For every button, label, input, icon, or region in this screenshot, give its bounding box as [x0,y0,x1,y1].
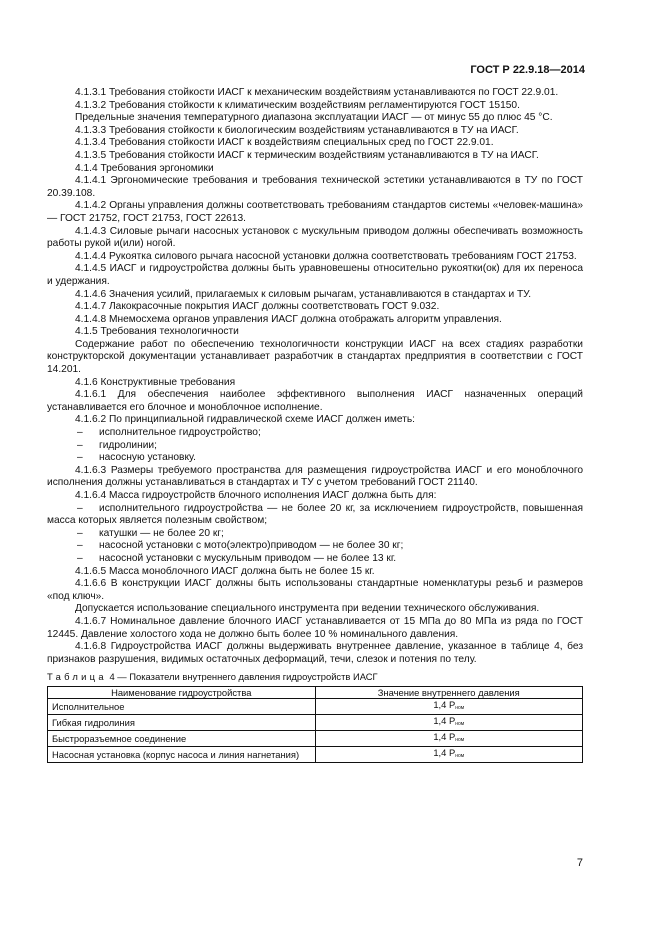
cell-device-name: Насосная установка (корпус насоса и линия нагнетания) [48,746,316,762]
paragraph: 4.1.6.7 Номинальное давление блочного ИАСГ устанавливается от 15 МПа до 80 МПа из ряда по ГОСТ 12445. Давление холостого хода не должно быть более 10 % номинального давления. [47,615,583,640]
pressure-subscript: ном [455,704,465,711]
section-heading: 4.1.6 Конструктивные требования [75,376,236,388]
paragraph: 4.1.6.3 Размеры требуемого пространства для размещения гидроустройства ИАСГ и его моноблочного исполнения должны устанавливаться в стандартах и ТУ с учетом требований ГОСТ 21140. [47,464,583,489]
paragraph: 4.1.4.2 Органы управления должны соответствовать требованиям стандартов системы «человек-машина» — ГОСТ 21752, ГОСТ 21753, ГОСТ 22613. [47,200,583,224]
pressure-value: 1,4 P [433,746,456,758]
paragraph: 4.1.6.2 По принципиальной гидравлической схеме ИАСГ должен иметь: [75,414,416,426]
document-code: ГОСТ Р 22.9.18—2014 [470,64,585,76]
column-header-value: Значение внутреннего давления [315,686,583,698]
page-number: 7 [576,857,583,869]
table-caption-label: Таблица [47,671,107,683]
paragraph: 4.1.6.8 Гидроустройства ИАСГ должны выдерживать внутреннее давление, указанное в таблице 4, без признаков разрушения, видимых остаточных деформаций, течи, слезок и потения по телу. [47,641,583,665]
paragraph: 4.1.3.3 Требования стойкости к биологическим воздействиям устанавливаются в ТУ на ИАСГ. [75,124,519,136]
table-header-row [48,686,583,698]
table-row [48,730,583,746]
paragraph: 4.1.4.5 ИАСГ и гидроустройства должны быть уравновешены относительно рукоятки(ок) для их переноса и удержания. [47,263,583,287]
paragraph: Предельные значения температурного диапазона эксплуатации ИАСГ — от минус 55 до плюс 45 °С. [75,112,553,124]
table-caption [47,671,583,684]
list-item: – насосной установки с мото(электро)приводом — не более 30 кг; [47,540,583,553]
table-row [48,746,583,762]
cell-pressure-value [315,730,583,746]
paragraph: Содержание работ по обеспечению технологичности конструкции ИАСГ на всех стадиях разработки конструкторской документации устанавливает разработчик в стандартах предприятия в соответствии с ГОСТ 14.201. [47,338,583,376]
list-item: – исполнительное гидроустройство; [47,427,583,440]
cell-device-name: Быстроразъемное соединение [48,730,316,746]
pressure-table [47,686,583,763]
cell-device-name: Исполнительное [48,698,316,714]
list-item: – насосную установку. [47,452,583,465]
cell-pressure-value [315,698,583,714]
paragraph: 4.1.4.7 Лакокрасочные покрытия ИАСГ должны соответствовать ГОСТ 9.032. [75,301,440,313]
table-caption-number: 4 [109,671,115,683]
paragraph: 4.1.4.4 Рукоятка силового рычага насосной установки должна соответствовать требованиям ГОСТ 21753. [75,250,577,262]
list-item: – катушки — не более 20 кг; [47,528,583,541]
section-heading: 4.1.4 Требования эргономики [75,162,214,174]
pressure-value: 1,4 P [433,714,456,726]
paragraph: 4.1.6.5 Масса моноблочного ИАСГ должна быть не более 15 кг. [75,565,375,577]
section-heading: 4.1.5 Требования технологичности [75,326,239,338]
cell-pressure-value [315,714,583,730]
page-body [47,87,583,763]
list-item: – исполнительного гидроустройства — не более 20 кг, за исключением гидроустройств, повышенная масса которых является полезным свойством; [47,503,583,528]
paragraph: 4.1.4.1 Эргономические требования и требования технической эстетики устанавливаются в ТУ по ГОСТ 20.39.108. [47,175,583,199]
list-item: – насосной установки с мускульным приводом — не более 13 кг. [47,553,583,566]
paragraph: 4.1.3.1 Требования стойкости ИАСГ к механическим воздействиям устанавливаются по ГОСТ 22.9.01. [75,87,559,98]
paragraph: 4.1.6.4 Масса гидроустройств блочного исполнения ИАСГ должна быть для: [75,490,437,501]
pressure-value: 1,4 P [433,698,456,710]
table-row [48,714,583,730]
paragraph: 4.1.3.4 Требования стойкости ИАСГ к воздействиям специальных сред по ГОСТ 22.9.01. [75,137,494,149]
paragraph: 4.1.4.6 Значения усилий, прилагаемых к силовым рычагам, устанавливаются в стандартах и ТУ. [75,288,532,300]
pressure-subscript: ном [455,736,465,743]
paragraph: 4.1.4.3 Силовые рычаги насосных установок с мускульным приводом должны обеспечивать возможность работы рукой и(или) ногой. [47,225,583,250]
pressure-subscript: ном [455,752,465,759]
table-row [48,698,583,714]
cell-device-name: Гибкая гидролиния [48,714,316,730]
paragraph: 4.1.4.8 Мнемосхема органов управления ИАСГ должна отображать алгоритм управления. [75,313,502,325]
pressure-subscript: ном [455,720,465,727]
paragraph: 4.1.6.6 В конструкции ИАСГ должны быть использованы стандартные номенклатуры резьб и размеров «под ключ». [47,578,583,602]
paragraph: 4.1.6.1 Для обеспечения наиболее эффективного выполнения ИАСГ назначенных операций устанавливается его блочное и моноблочное исполнение. [47,389,583,413]
column-header-name: Наименование гидроустройства [48,686,316,698]
cell-pressure-value [315,746,583,762]
paragraph: Допускается использование специального инструмента при ведении технического обслуживания. [75,603,540,615]
paragraph: 4.1.3.5 Требования стойкости ИАСГ к термическим воздействиям устанавливаются в ТУ на ИАСГ. [75,149,539,161]
table-caption-text: — Показатели внутреннего давления гидроустройств ИАСГ [117,671,378,683]
pressure-value: 1,4 P [433,730,456,742]
list-item: – гидролинии; [47,440,583,453]
paragraph: 4.1.3.2 Требования стойкости к климатическим воздействиям регламентируются ГОСТ 15150. [75,99,520,111]
